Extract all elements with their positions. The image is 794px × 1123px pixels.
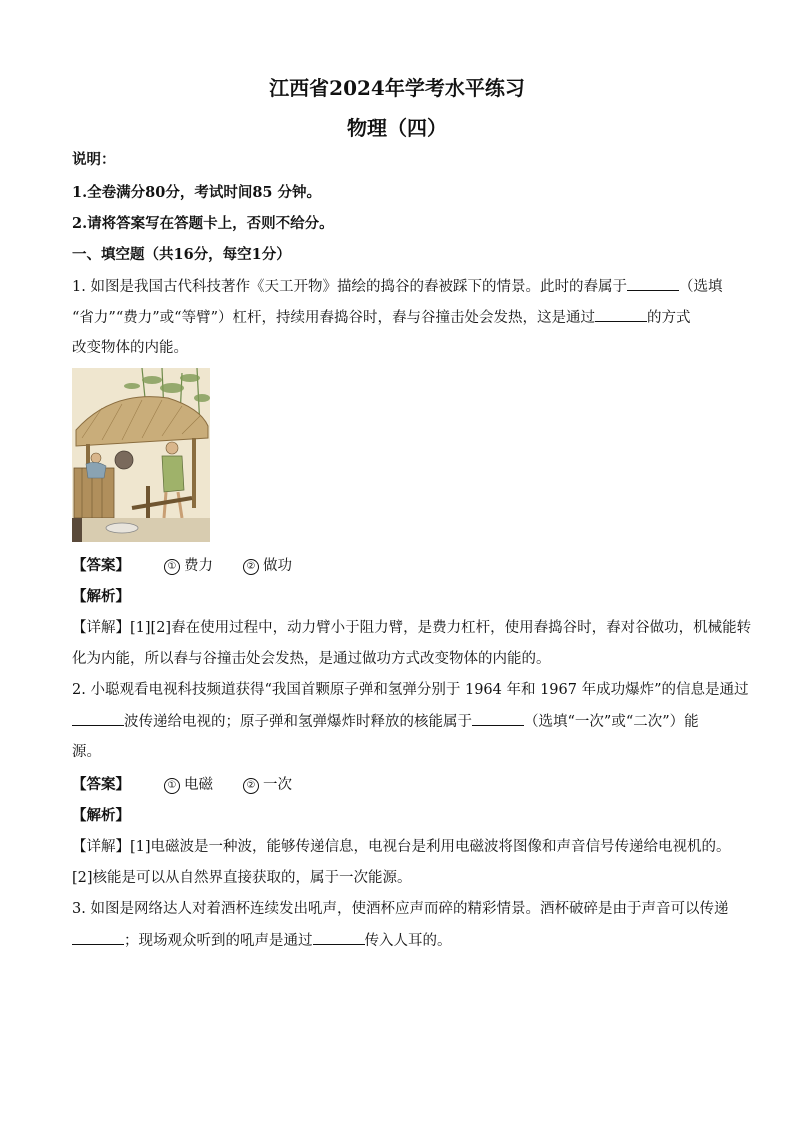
question-1-analysis-label: 【解析】 [72, 588, 130, 605]
question-1-line-3: 改变物体的内能。 [72, 340, 188, 356]
question-1-line-1: 1. 如图是我国古代科技著作《天工开物》描绘的捣谷的舂被踩下的情景。此时的舂属于 （选填 [72, 276, 732, 297]
question-1-detail-line-2: 化为内能，所以舂与谷撞击处会发热，是通过做功方式改变物体的内能的。 [72, 651, 551, 667]
notes-label: 说明： [72, 151, 116, 168]
note-item: 2.请将答案写在答题卡上，否则不给分。 [72, 215, 334, 232]
note-item: 1.全卷满分80分，考试时间85 分钟。 [72, 184, 322, 201]
exam-subtitle: 物理（四） [347, 116, 447, 140]
exam-title: 江西省2024年学考水平练习 [269, 76, 525, 100]
answer-blank [72, 711, 124, 726]
question-2-detail-line-2: [2]核能是可以从自然界直接获取的，属于一次能源。 [72, 870, 412, 886]
question-2-detail-line-1: 【详解】[1]电磁波是一种波，能够传递信息，电视台是利用电磁波将图像和声音信号传递给电视机的。 [72, 839, 731, 855]
question-3-line-2: ；现场观众听到的吼声是通过 传入人耳的。 [72, 930, 732, 951]
question-2-line-1: 2. 小聪观看电视科技频道获得“我国首颗原子弹和氢弹分别于 1964 年和 1967 年成功爆炸”的信息是通过 [72, 682, 749, 698]
question-1-line-2: “省力”“费力”或“等臂”）杠杆，持续用舂捣谷时，舂与谷撞击处会发热，这是通过 的方式 [72, 307, 732, 328]
question-1-detail-line-1: 【详解】[1][2]舂在使用过程中，动力臂小于阻力臂，是费力杠杆，使用舂捣谷时，舂对谷做功，机械能转 [72, 620, 752, 636]
answer-blank [472, 711, 524, 726]
question-2-analysis-label: 【解析】 [72, 807, 130, 824]
question-2-line-2: 波传递给电视的；原子弹和氢弹爆炸时释放的核能属于 （选填“一次”或“二次”）能 [72, 711, 732, 732]
question-2-answer: 【答案】 ① 电磁 ② 一次 [72, 776, 292, 793]
question-2-line-3: 源。 [72, 744, 101, 760]
pounding-rice-illustration [72, 368, 210, 542]
section-heading: 一、填空题（共16分，每空1分） [72, 246, 291, 263]
question-3-line-1: 3. 如图是网络达人对着酒杯连续发出吼声，使酒杯应声而碎的精彩情景。酒杯破碎是由于声音可以传递 [72, 901, 729, 917]
answer-blank [313, 930, 365, 945]
answer-blank [627, 276, 679, 291]
question-1-answer: 【答案】 ① 费力 ② 做功 [72, 557, 292, 574]
answer-blank [72, 930, 124, 945]
answer-blank [595, 307, 647, 322]
